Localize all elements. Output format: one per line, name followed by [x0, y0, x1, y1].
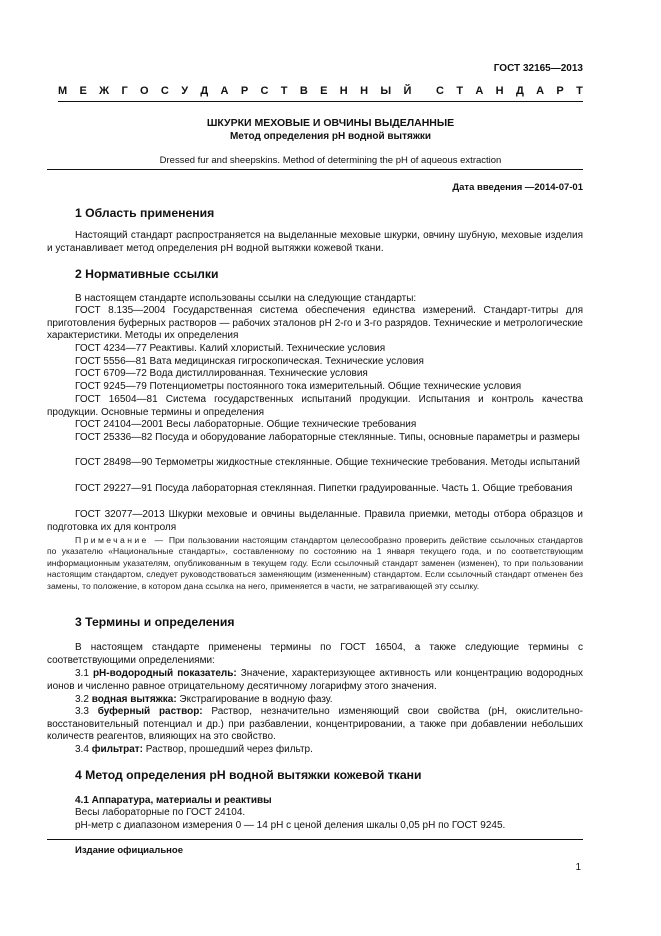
- doc-code: ГОСТ 32165—2013: [493, 63, 583, 74]
- subsection-4-1-heading: 4.1 Аппаратура, материалы и реактивы: [75, 795, 272, 806]
- standard-heading-letter: Г: [121, 85, 128, 97]
- term-definition: 3.1 pH-водородный показатель: Значение, характеризующее активность или концентрацию водородных ионов и численно равное отрицательному десятичному логарифму этого значения.: [47, 668, 584, 692]
- standard-heading-letter: Т: [576, 85, 583, 97]
- ref-item: ГОСТ 9245—79 Потенциометры постоянного тока измерительный. Общие технические условия: [75, 381, 522, 392]
- standard-heading-letter: Т: [456, 85, 464, 97]
- title-rule: [47, 169, 583, 170]
- standard-heading-letter: Ж: [99, 85, 110, 97]
- term-definition: 3.2 водная вытяжка: Экстрагирование в водную фазу.: [75, 694, 333, 705]
- standard-heading-letter: У: [181, 85, 189, 97]
- standard-heading-letter: Т: [280, 85, 288, 97]
- doc-title: ШКУРКИ МЕХОВЫЕ И ОВЧИНЫ ВЫДЕЛАННЫЕ: [206, 117, 455, 129]
- footer-rule: [47, 839, 583, 840]
- standard-heading-letter: Н: [360, 85, 369, 97]
- note: [47, 535, 583, 592]
- standard-heading-letter: Й: [403, 85, 412, 97]
- standard-heading-letter: Д: [515, 85, 524, 97]
- standard-heading-letter: В: [299, 85, 308, 97]
- date-of-introduction: Дата введения —2014-07-01: [452, 182, 583, 193]
- ref-item: ГОСТ 5556—81 Вата медицинская гигроскопическая. Технические условия: [75, 356, 424, 367]
- standard-heading-letter: Е: [320, 85, 328, 97]
- ref-item: ГОСТ 4234—77 Реактивы. Калий хлористый. Технические условия: [75, 343, 386, 354]
- standard-heading-letter: С: [260, 85, 269, 97]
- note-text: При пользовании настоящим стандартом целесообразно проверить действие ссылочных стандартов по указателю «Национальные стандарты», составленному по состоянию на 1 января текущего года, и по соответствующим информационным указателям, опубликованным в текущем году. Если ссылочный стандарт заменен (изменен), то при пользовании настоящим стандартом, следует руководствоваться заменяющим (измененным) стандартом. Если ссылочный стандарт отменен без замены, то положение, в котором дана ссылка на него, применяется в части, не затрагивающей эту ссылку.: [47, 535, 583, 591]
- term-name: буферный раствор:: [97, 706, 203, 717]
- section-1-text: Настоящий стандарт распространяется на выделанные меховые шкурки, овчину шубную, меховые изделия и устанавливает метод определения pH водной вытяжки кожевой ткани.: [47, 230, 583, 254]
- refs-intro: В настоящем стандарте использованы ссылки на следующие стандарты:: [75, 293, 417, 304]
- term-name: фильтрат:: [91, 744, 144, 755]
- standard-heading-letter: М: [58, 85, 68, 97]
- term-name: pH-водородный показатель:: [92, 668, 237, 679]
- standard-heading-letter: А: [220, 85, 229, 97]
- standard-heading-letter: Д: [200, 85, 209, 97]
- standard-heading-letter: Р: [240, 85, 249, 97]
- term-definition: 3.4 фильтрат: Раствор, прошедший через фильтр.: [75, 744, 313, 755]
- ref-item: ГОСТ 8.135—2004 Государственная система обеспечения единства измерений. Стандарт-титры для приготовления буферных растворов — рабочих эталонов pH 2-го и 3-го разрядов. Технические и метрологические характеристики. Методы их определения: [47, 305, 583, 341]
- ref-item: ГОСТ 25336—82 Посуда и оборудование лабораторные стеклянные. Типы, основные параметры и размеры: [75, 432, 580, 443]
- term-definition: 3.3 буферный раствор: Раствор, незначительно изменяющий свои свойства (pH, окислительно-восстановительный потенциал и др.) при разбавлении, концентрировании, а также при добавлении небольших количеств реагентов, влияющих на это свойство.: [47, 706, 584, 742]
- equipment-line: Весы лабораторные по ГОСТ 24104.: [75, 807, 246, 818]
- section-1-heading: 1 Область применения: [75, 206, 215, 220]
- section-3-heading: 3 Термины и определения: [75, 615, 235, 629]
- standard-heading-letter: Р: [556, 85, 564, 97]
- ref-item: ГОСТ 32077—2013 Шкурки меховые и овчины выделанные. Правила приемки, методы отбора образцов и подготовка их для контроля: [47, 509, 583, 533]
- note-label: Примечание —: [75, 535, 166, 545]
- ref-item: ГОСТ 28498—90 Термометры жидкостные стеклянные. Общие технические требования. Методы испытаний: [75, 457, 580, 468]
- term-name: водная вытяжка:: [91, 694, 177, 705]
- header-rule: [58, 101, 583, 102]
- standard-heading-letter: Ы: [380, 85, 392, 97]
- standard-type-heading: [58, 85, 583, 97]
- ref-item: ГОСТ 24104—2001 Весы лабораторные. Общие технические требования: [75, 419, 417, 430]
- standard-heading-letter: С: [160, 85, 169, 97]
- standard-heading-letter: Н: [495, 85, 504, 97]
- ref-item: ГОСТ 6709—72 Вода дистиллированная. Технические условия: [75, 368, 368, 379]
- ref-item: ГОСТ 16504—81 Система государственных испытаний продукции. Испытания и контроль качества продукции. Основные термины и определения: [47, 394, 583, 418]
- english-title: Dressed fur and sheepskins. Method of determining the pH of aqueous extraction: [159, 155, 502, 166]
- standard-heading-letter: С: [436, 85, 444, 97]
- equipment-line: pH-метр с диапазоном измерения 0 — 14 pH с ценой деления шкалы 0,05 pH по ГОСТ 9245.: [75, 820, 506, 831]
- standard-heading-letter: А: [536, 85, 545, 97]
- section-3-intro: В настоящем стандарте применены термины по ГОСТ 16504, а также следующие термины с соответствующими определениями:: [47, 642, 583, 666]
- doc-subtitle: Метод определения pH водной вытяжки: [229, 131, 432, 142]
- section-4-heading: 4 Метод определения pH водной вытяжки кожевой ткани: [75, 768, 422, 782]
- ref-item: ГОСТ 29227—91 Посуда лабораторная стеклянная. Пипетки градуированные. Часть 1. Общие требования: [75, 483, 573, 494]
- section-2-heading: 2 Нормативные ссылки: [75, 267, 219, 281]
- official-edition: Издание официальное: [75, 845, 183, 856]
- page-number: 1: [575, 862, 581, 873]
- standard-heading-letter: Е: [79, 85, 87, 97]
- standard-heading-letter: Н: [339, 85, 348, 97]
- standard-heading-letter: А: [475, 85, 484, 97]
- standard-heading-letter: О: [140, 85, 149, 97]
